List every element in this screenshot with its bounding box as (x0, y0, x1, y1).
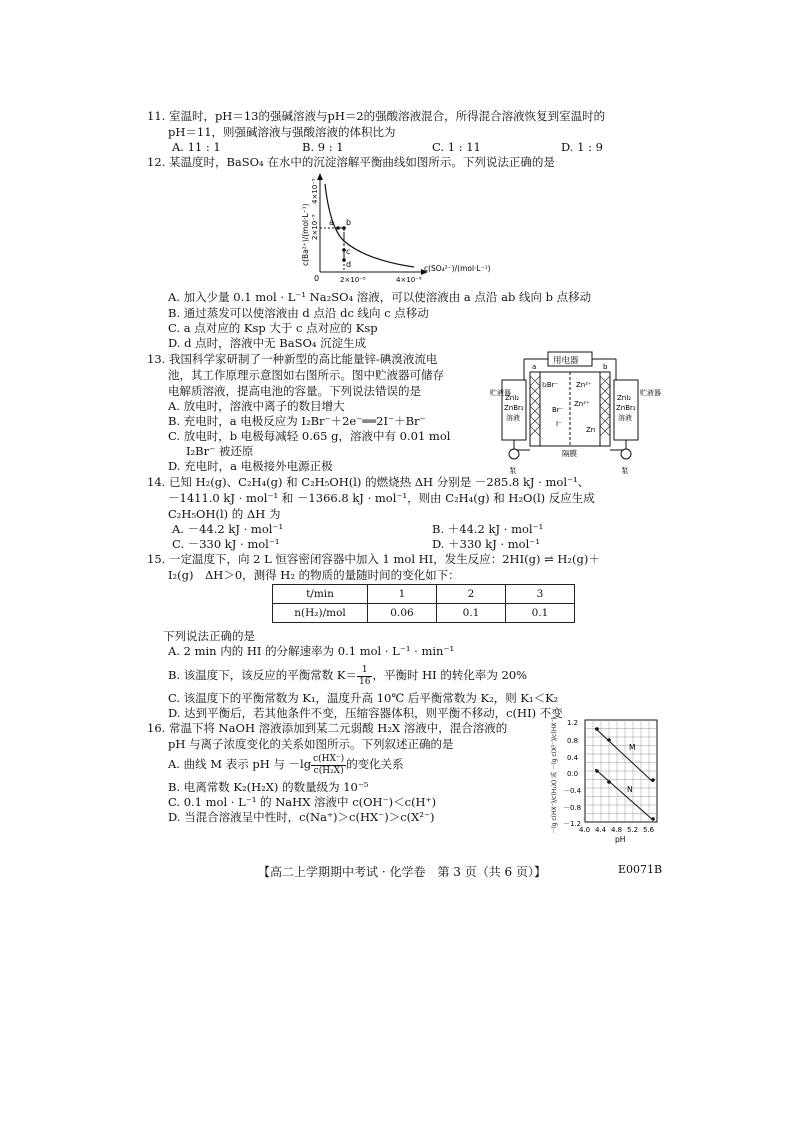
q13-left-sol3: 溶液 (506, 414, 520, 422)
q16-xtick: 5.6 (643, 826, 655, 834)
q13-option-b: B. 充电时，a 电极反应为 I₂Br⁻＋2e⁻══2I⁻＋Br⁻ (168, 414, 426, 428)
table-cell: 0.1 (437, 604, 506, 623)
q12-xtick-2: 4×10⁻⁵ (396, 276, 422, 284)
table-cell: 0.1 (506, 604, 575, 623)
q13-device-label: 用电器 (553, 356, 579, 366)
table-cell: 2 (437, 585, 506, 604)
q13-stem-line3: 电解质溶液，提高电池的容量。下列说法错误的是 (168, 384, 421, 398)
q12-solubility-graph (296, 170, 506, 286)
q12-origin: 0 (314, 274, 320, 283)
q13-electrode-b: b (603, 363, 608, 371)
q16-option-b: B. 电离常数 K₂(H₂X) 的数量级为 10⁻⁵ (168, 780, 369, 794)
q15-option-d: D. 达到平衡后，若其他条件不变，压缩容器体积，则平衡不移动，c(HI) 不变 (168, 706, 563, 720)
q16-stem-line2: pH 与离子浓度变化的关系如图所示。下列叙述正确的是 (168, 737, 454, 751)
q16-curve-n-label: N (627, 785, 633, 794)
q16-xaxis-label: pH (615, 835, 626, 844)
q15-stem-line2: I₂(g) ΔH＞0，测得 H₂ 的物质的量随时间的变化如下： (168, 568, 460, 582)
q13-option-c-cont: I₂Br⁻ 被还原 (186, 444, 254, 458)
q11-stem-line1: 11. 室温时，pH＝13的强碱溶液与pH＝2的强酸溶液混合，所得混合溶液恢复到室温时的 (147, 109, 606, 123)
q15-k-numerator: 1 (357, 665, 372, 677)
q13-left-store-label: 贮液器 (490, 389, 511, 397)
q12-ytick-mid: 2×10⁻⁵ (311, 214, 319, 240)
q15-option-a: A. 2 min 内的 HI 的分解速率为 0.1 mol · L⁻¹ · min⁻¹ (168, 644, 455, 658)
table-cell: t/min (273, 585, 368, 604)
table-cell: 3 (506, 585, 575, 604)
q16-ytick: －0.8 (563, 804, 582, 812)
q15-stem-line1: 15. 一定温度下，向 2 L 恒容密闭容器中加入 1 mol HI，发生反应：2HI(g) ⇌ H₂(g)＋ (147, 552, 600, 566)
q16-ytick: －0.4 (563, 787, 582, 795)
q13-electrode-a: a (532, 363, 537, 371)
q15-option-b-pre: B. 该温度下，该反应的平衡常数 K＝ (168, 668, 358, 682)
q16-option-a-pre: A. 曲线 M 表示 pH 与 －lg (168, 757, 312, 771)
q16-ratio-denominator: c(H₂X) (313, 765, 344, 776)
q16-ph-graph (543, 712, 661, 848)
q16-option-a (168, 751, 404, 777)
q12-option-c: C. a 点对应的 Ksp 大于 c 点对应的 Ksp (168, 321, 378, 335)
q14-option-c: C. －330 kJ · mol⁻¹ (172, 537, 280, 551)
q12-point-b: b (346, 218, 352, 227)
q12-xtick-1: 2×10⁻⁵ (340, 276, 366, 284)
table-row (273, 604, 575, 623)
q14-option-d: D. ＋330 kJ · mol⁻¹ (432, 537, 540, 551)
q16-stem-line1: 16. 常温下将 NaOH 溶液添加到某二元弱酸 H₂X 溶液中，混合溶液的 (147, 721, 508, 735)
q14-option-b: B. ＋44.2 kJ · mol⁻¹ (432, 522, 544, 536)
q16-ytick: 0.8 (567, 737, 579, 745)
q14-stem-line2: －1411.0 kJ · mol⁻¹ 和 －1366.8 kJ · mol⁻¹，则由 C₂H₄(g) 和 H₂O(l) 反应生成 (168, 491, 595, 505)
q11-option-b: B. 9 : 1 (302, 140, 344, 154)
q16-ratio-numerator: c(HX⁻) (313, 753, 345, 764)
q15-prompt: 下列说法正确的是 (163, 629, 255, 643)
q15-option-b (168, 662, 527, 688)
q12-option-d: D. d 点时，溶液中无 BaSO₄ 沉淀生成 (168, 336, 367, 350)
q13-ion-i: I⁻ (556, 420, 562, 428)
table-row (273, 585, 575, 604)
q16-xtick: 4.8 (611, 826, 623, 834)
q13-cell-right-ion: Zn²⁺ (576, 381, 592, 389)
q12-option-a: A. 加入少量 0.1 mol · L⁻¹ Na₂SO₄ 溶液，可以使溶液由 a 点沿 ab 线向 b 点移动 (168, 290, 592, 304)
q12-point-c: c (346, 247, 351, 256)
q16-option-c: C. 0.1 mol · L⁻¹ 的 NaHX 溶液中 c(OH⁻)＜c(H⁺) (168, 795, 437, 809)
q15-k-fraction (357, 665, 372, 688)
q12-xaxis-label: c(SO₄²⁻)/(mol·L⁻¹) (424, 264, 491, 273)
q13-right-sol1: ZnI₂ (617, 394, 632, 402)
q16-ytick: 0.4 (567, 754, 579, 762)
q13-battery-diagram (490, 350, 661, 478)
page-footer: 【高二上学期期中考试 · 化学卷 第 3 页（共 6 页）】 (258, 865, 546, 879)
q14-stem-line1: 14. 已知 H₂(g)、C₂H₄(g) 和 C₂H₅OH(l) 的燃烧热 ΔH 分别是 －285.8 kJ · mol⁻¹、 (147, 475, 590, 489)
q12-stem: 12. 某温度时，BaSO₄ 在水中的沉淀溶解平衡曲线如图所示。下列说法正确的是 (147, 155, 555, 169)
q15-k-denominator: 16 (359, 676, 371, 687)
q12-yaxis-label: c(Ba²⁺)/(mol·L⁻¹) (301, 203, 310, 266)
q16-xtick: 5.2 (627, 826, 639, 834)
q13-cell-left-ion: I₂Br⁻ (542, 381, 559, 389)
q14-option-a: A. －44.2 kJ · mol⁻¹ (172, 522, 284, 536)
q11-option-c: C. 1 : 11 (432, 140, 481, 154)
q14-stem-line3: C₂H₅OH(l) 的 ΔH 为 (168, 507, 281, 521)
q13-right-store-label: 贮液器 (640, 389, 661, 397)
q13-zn-label: Zn (586, 426, 596, 434)
q13-membrane-label: 隔膜 (562, 449, 577, 458)
q13-option-a: A. 放电时，溶液中离子的数目增大 (168, 399, 345, 413)
q13-ion-zn: Zn²⁺ (574, 400, 590, 408)
q16-xtick: 4.0 (579, 826, 591, 834)
q13-stem-line1: 13. 我国科学家研制了一种新型的高比能量锌-碘溴液流电 (147, 352, 438, 366)
q11-option-d: D. 1 : 9 (561, 140, 603, 154)
q15-option-b-post: ，平衡时 HI 的转化率为 20% (372, 668, 528, 682)
q16-ytick: 1.2 (567, 719, 579, 727)
q11-option-a: A. 11 : 1 (172, 140, 221, 154)
q13-pump-left: 泵 (509, 466, 517, 475)
q13-stem-line2: 池，其工作原理示意图如右图所示。图中贮液器可储存 (168, 368, 444, 382)
q16-option-a-post: 的变化关系 (346, 757, 404, 771)
q13-left-sol2: ZnBr₂ (504, 404, 524, 412)
q12-point-d: d (346, 260, 352, 269)
q13-option-d: D. 充电时，a 电极接外电源正极 (168, 459, 333, 473)
q16-option-d: D. 当混合溶液呈中性时，c(Na⁺)＞c(HX⁻)＞c(X²⁻) (168, 810, 435, 824)
q13-ion-br: Br⁻ (552, 406, 564, 414)
q16-curve-m-label: M (629, 743, 636, 752)
q15-option-c: C. 该温度下的平衡常数为 K₁，温度升高 10℃ 后平衡常数为 K₂，则 K₁＜K₂ (168, 691, 559, 705)
q12-ytick-top: 4×10⁻⁵ (311, 178, 319, 204)
q13-option-c: C. 放电时，b 电极每减轻 0.65 g，溶液中有 0.01 mol (168, 429, 451, 443)
paper-code: E0071B (618, 863, 663, 876)
q13-right-sol3: 溶液 (618, 414, 632, 422)
table-cell: 0.06 (368, 604, 437, 623)
table-cell: n(H₂)/mol (273, 604, 368, 623)
q16-xtick: 4.4 (595, 826, 607, 834)
q11-stem-line2: pH＝11，则强碱溶液与强酸溶液的体积比为 (168, 125, 396, 139)
q13-left-sol1: ZnI₂ (505, 394, 520, 402)
q12-point-a: a (329, 218, 334, 227)
q16-ytick: －1.2 (563, 820, 582, 828)
table-cell: 1 (368, 585, 437, 604)
q13-pump-right: 泵 (621, 466, 629, 475)
q16-ratio-fraction (311, 754, 346, 777)
q16-yaxis-label: －lg c(HX⁻)/c(H₂X) 或 －lg c(X²⁻)/c(HX⁻) (551, 717, 558, 834)
q16-ytick: 0.0 (567, 770, 579, 778)
q12-option-b: B. 通过蒸发可以使溶液由 d 点沿 dc 线向 c 点移动 (168, 306, 429, 320)
q15-data-table (272, 584, 575, 623)
q13-right-sol2: ZnBr₂ (616, 404, 636, 412)
